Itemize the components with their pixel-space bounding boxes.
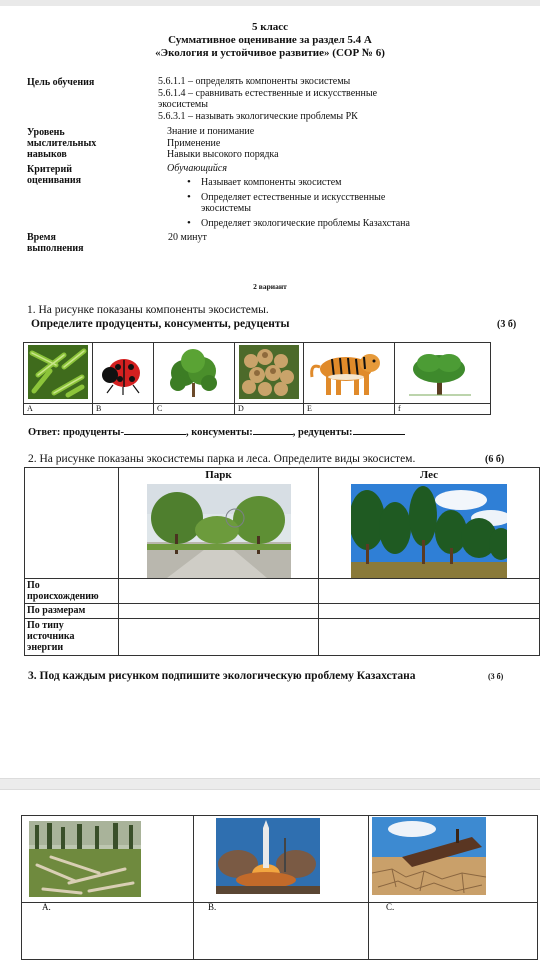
level-label-line: Уровень (27, 127, 65, 138)
criteria-list (185, 177, 475, 229)
label-a: A. (42, 902, 51, 912)
goal-item: 5.6.3.1 – называть экологические проблемы РК (158, 110, 358, 122)
image-tree (395, 343, 491, 404)
q1-points: (3 б) (497, 319, 517, 330)
energy-park-answer[interactable] (119, 619, 319, 656)
answer-cell-c[interactable] (369, 903, 538, 960)
criteria-label-line: оценивания (27, 175, 82, 186)
letter-cell: E (304, 404, 395, 415)
row-origin-line: По (27, 580, 40, 591)
goal-label: Цель обучения (27, 77, 95, 88)
letter-cell: C (154, 404, 235, 415)
forest-heading: Лес (419, 469, 439, 481)
criteria-item: • Называет компоненты экосистем (185, 177, 475, 189)
title-line-1: Суммативное оценивание за раздел 5.4 А (168, 34, 372, 46)
q3-image-cell-a (22, 816, 194, 903)
answer-cell-b[interactable] (194, 903, 369, 960)
time-label-line: Время (27, 232, 56, 243)
criteria-label-line: Критерий (27, 164, 73, 175)
time-value: 20 минут (168, 232, 207, 243)
q3-points: (3 б) (488, 672, 504, 681)
letter-cell: A (24, 404, 93, 415)
level-label-line: мыслительных (27, 138, 97, 149)
origin-park-answer[interactable] (119, 579, 319, 604)
origin-forest-answer[interactable] (319, 579, 540, 604)
level-item: Применение (167, 137, 221, 149)
image-ladybug (93, 343, 154, 404)
decomposers-blank[interactable] (353, 434, 405, 435)
size-forest-answer[interactable] (319, 604, 540, 619)
level-item: Навыки высокого порядка (167, 149, 279, 160)
park-heading: Парк (205, 469, 232, 481)
q3-text: 3. Под каждым рисунком подпишите экологическую проблему Казахстана (28, 670, 416, 682)
q1-line1: 1. На рисунке показаны компоненты экосистемы. (27, 304, 269, 316)
row-energy-line: энергии (27, 642, 64, 653)
q2-text: 2. На рисунке показаны экосистемы парка и леса. Определите виды экосистем. (28, 453, 416, 465)
size-park-answer[interactable] (119, 604, 319, 619)
rocket-launch-photo (216, 818, 320, 894)
levels-list (167, 126, 279, 161)
letter-cell: D (235, 404, 304, 415)
q2-forest-cell (319, 468, 540, 579)
criteria-item: • Определяет естественные и искусственные (185, 192, 475, 204)
title-line-2: «Экология и устойчивое развитие» (СОР № 6) (155, 47, 385, 59)
producers-blank[interactable] (124, 434, 186, 435)
letter-cell: f (395, 404, 491, 415)
q1-answer-line[interactable] (28, 427, 405, 438)
time-label (27, 232, 84, 254)
row-energy-line: По типу (27, 620, 64, 631)
criteria-item-cont: экосистемы (201, 203, 251, 214)
goals-list (158, 76, 438, 122)
deforestation-photo (29, 821, 141, 897)
answer-producers-label: Ответ: продуценты- (28, 427, 124, 438)
image-mushrooms (235, 343, 304, 404)
level-item: Знание и понимание (167, 126, 255, 137)
q2-points: (6 б) (485, 454, 505, 465)
letter-cell: B (93, 404, 154, 415)
label-b: B. (208, 902, 217, 912)
forest-photo (351, 484, 507, 578)
park-photo (147, 484, 291, 578)
energy-forest-answer[interactable] (319, 619, 540, 656)
q2-corner-cell (25, 468, 119, 579)
level-label-line: навыков (27, 149, 67, 160)
top-strip (0, 0, 540, 6)
level-label (27, 127, 96, 160)
variant-label: 2 вариант (253, 282, 287, 291)
label-c: C. (386, 902, 395, 912)
q3-image-cell-b (194, 816, 369, 903)
row-origin-label (25, 579, 119, 604)
dry-sea-photo (372, 817, 486, 895)
image-bacteria (24, 343, 93, 404)
page-break (0, 778, 540, 790)
row-energy-line: источника (27, 631, 75, 642)
time-label-line: выполнения (27, 243, 84, 254)
goal-item: 5.6.1.4 – сравнивать естественные и искусственные (158, 87, 378, 99)
answer-cell-a[interactable] (22, 903, 194, 960)
goal-item: экосистемы (158, 99, 208, 110)
q1-image-table (23, 342, 491, 415)
image-tiger (304, 343, 395, 404)
q3-image-cell-c (369, 816, 538, 903)
q2-table (24, 467, 540, 656)
grade-heading: 5 класс (251, 21, 289, 33)
q3-image-table (21, 815, 538, 960)
q1-line2: Определите продуценты, консументы, редуценты (31, 318, 290, 330)
row-energy-label (25, 619, 119, 656)
answer-consumers-label: , консументы: (185, 427, 253, 438)
goal-item: 5.6.1.1 – определять компоненты экосистемы (158, 76, 351, 87)
consumers-blank[interactable] (253, 434, 293, 435)
answer-decomposers-label: , редуценты: (292, 427, 353, 438)
row-size-label: По размерам (25, 604, 119, 619)
criteria-item: • Определяет экологические проблемы Казахстана (185, 218, 475, 230)
criteria-label (27, 164, 81, 186)
image-shrub (154, 343, 235, 404)
q2-park-cell (119, 468, 319, 579)
learner-label: Обучающийся (167, 163, 228, 174)
row-origin-line: происхождению (27, 591, 99, 602)
